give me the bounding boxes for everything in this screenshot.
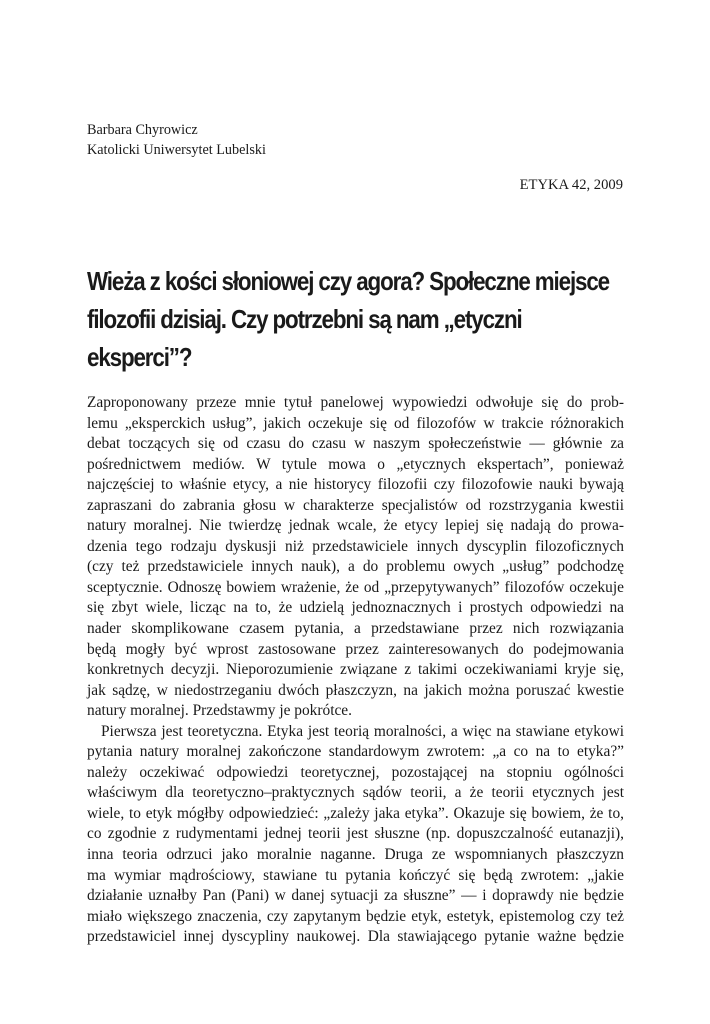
body-line: należy oczekiwać odpowiedzi teoretycznej, pozostającej na stopniu ogólności [87,763,624,781]
title-line: filozofii dzisiaj. Czy potrzebni są nam „etyczni [87,304,522,334]
body-line: Zaproponowany przeze mnie tytuł panelowej wypowiedzi odwołuje się do prob- [87,394,624,411]
title-line: Wieża z kości słoniowej czy agora? Społeczne miejsce [87,266,609,296]
body-line: nader skomplikowane czasem pytania, a przedstawiane przez nich rozwiązania [87,620,624,638]
body-line: lemu „eksperckich usług”, jakich oczekuje się od filozofów w trakcie różnorakich [87,414,624,432]
author-block [87,120,266,160]
body-line: (czy też przedstawiciele innych nauk), a do problemu owych „usług” podchodzę [87,558,624,576]
body-line: co zgodnie z rudymentami jednej teorii jest słuszne (np. dopuszczalność eutanazji), [87,825,624,843]
body-line: ma wymiar mądrościowy, stawiane tu pytania kończyć się będą zwrotem: „jakie [87,866,624,884]
body-line: inna teoria odrzuci jako moralnie naganne. Druga ze wspomnianych płaszczyzn [87,846,624,864]
body-line: właściwym dla teoretyczno–praktycznych sądów teorii, a że teorii etycznych jest [87,784,624,802]
body-line: miało większego znaczenia, czy zapytanym będzie etyk, estetyk, epistemolog czy też [87,907,624,925]
body-line: konkretnych decyzji. Nieporozumienie związane z takimi oczekiwaniami kryje się, [87,661,624,679]
article-body [87,393,624,948]
body-line-indented: Pierwsza jest teoretyczna. Etyka jest teorią moralności, a więc na stawiane etykowi [101,722,624,740]
body-line: debat toczących się od czasu do czasu w naszym społeczeństwie — głównie za [87,435,624,453]
body-line: zapraszani do zabrania głosu w charakterze specjalistów od rozstrzygania kwestii [87,496,624,514]
body-line: najczęściej to właśnie etycy, a nie historycy filozofii czy filozofowie nauki bywają [87,476,624,494]
body-line: sceptycznie. Odnoszę bowiem wrażenie, że od „przepytywanych” filozofów oczekuje [87,578,624,596]
title-line: eksperci”? [87,342,192,372]
body-line: wiele, to etyk mógłby odpowiedzieć: „zależy jaka etyka”. Okazuje się bowiem, że to, [87,804,624,822]
body-line: jak sądzę, w niedostrzeganiu dwóch płaszczyzn, na jakich można poruszać kwestie [87,681,624,699]
body-line: dzenia tego rodzaju dyskusji niż przedstawiciele innych dyscyplin filozoficznych [87,537,624,555]
author-name: Barbara Chyrowicz [87,122,198,138]
body-line: natury moralnej. Przedstawmy je pokrótce. [87,702,352,720]
body-line: działanie uznałby Pan (Pani) w danej sytuacji za słuszne” — i doprawdy nie będzie [87,887,624,905]
body-line: natury moralnej. Nie twierdzę jednak wcale, że etycy lepiej się nadają do prowa- [87,517,624,535]
author-affiliation: Katolicki Uniwersytet Lubelski [87,142,266,158]
body-line: pytania natury moralnej zakończone standardowym zwrotem: „a co na to etyka?” [87,743,624,761]
body-line: się zbyt wiele, licząc na to, że udzielą jednoznacznych i prostych odpowiedzi na [87,599,624,617]
body-line: przedstawiciel innej dyscypliny naukowej. Dla stawiającego pytanie ważne będzie [87,928,624,946]
article-title [87,262,609,376]
body-line: będą mogły być wprost zastosowane przez zainteresowanych do podejmowania [87,640,624,658]
body-line: pośrednictwem mediów. W tytule mowa o „etycznych ekspertach”, ponieważ [87,455,624,473]
journal-reference: ETYKA 42, 2009 [519,177,623,193]
